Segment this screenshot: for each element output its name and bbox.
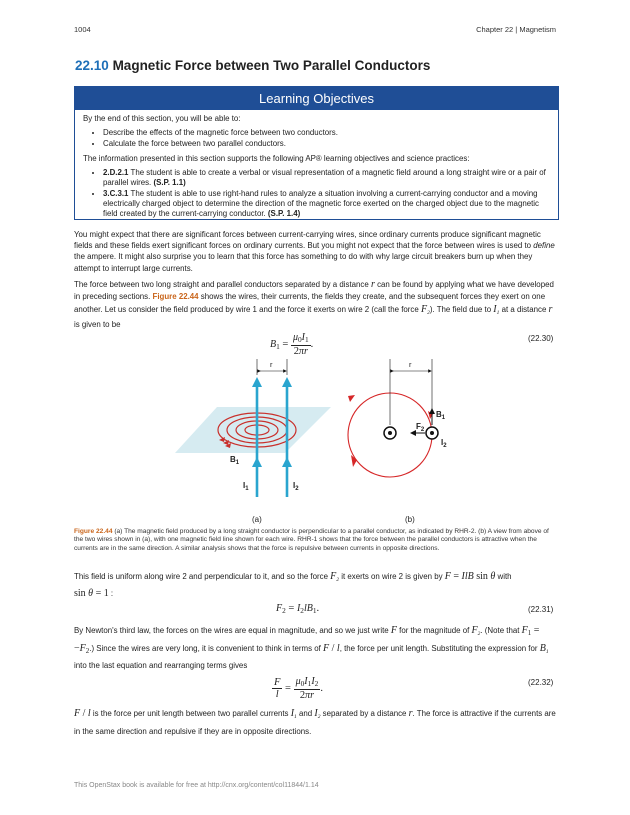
ap-objectives-list <box>83 168 550 219</box>
figure-reference[interactable]: Figure 22.44 <box>152 292 199 302</box>
label-I2-a: $I_2$ <box>293 481 299 492</box>
equation-22-32: $\frac{F}{l}$ = $\frac{\mu_0I_1I_2}{2\pi r}$ . <box>274 676 323 701</box>
objective-item: • Calculate the force between two parallel conductors. <box>103 139 550 149</box>
label-I2-b: $I_2$ <box>441 438 447 449</box>
paragraph-3: This field is uniform along wire 2 and perpendicular to it, and so the force $F_2$ it exerts on wire 2 is given by F = IlB sin θ with sin θ = 1 : <box>74 571 512 599</box>
equation-22-30: $B_1$ = $\frac{\mu_0I_1}{2\pi r}$ . <box>270 332 314 357</box>
body-text-top <box>74 229 556 336</box>
paragraph-1: You might expect that there are significant forces between current-carrying wires, since ordinary currents produce significant magnetic fields and these fields exert significant forces on ordinary currents. But you might not expect that the force between wires is used to define the ampere. It might also surprise you to learn that this force has something to do with why large circuit breakers burn up when they attempt to interrupt large currents. <box>74 230 555 273</box>
figure-label-b: (b) <box>405 515 415 524</box>
section-title <box>75 58 430 73</box>
equation-number-22-31: (22.31) <box>528 605 554 614</box>
label-I1: $I_1$ <box>243 481 249 492</box>
figure-caption: Figure 22.44 (a) The magnetic field produced by a long straight conductor is perpendicular to a parallel conductor, as indicated by RHR-2. (b) A view from above of the two wires shown in (a), with one magnetic field line shown for each wire. RHR-1 shows that the force between the parallel conductors is attractive when the currents are in the same direction. A similar analysis shows that the force is repulsive between currents in opposite directions. <box>74 528 549 552</box>
equation-number-22-32: (22.32) <box>528 678 554 687</box>
ap-objective-item: • 2.D.2.1 The student is able to create a verbal or visual representation of a magnetic field around a long straight wire or a pair of parallel wires. (S.P. 1.1) <box>103 168 550 189</box>
footer-text: This OpenStax book is available for free at http://cnx.org/content/col11844/1.14 <box>74 782 319 789</box>
paragraph-5: F / l is the force per unit length between two parallel currents $I_1$ and $I_2$ separated by a distance r. The force is attractive if the currents are in the same direction and repulsive if they are in opposite directions. <box>74 708 556 736</box>
chapter-header: Chapter 22 | Magnetism <box>476 25 556 34</box>
learning-objectives-heading: Learning Objectives <box>75 87 558 110</box>
separation-r-label-a: r <box>270 360 273 369</box>
equation-number-22-30: (22.30) <box>528 334 554 343</box>
ap-intro: The information presented in this section supports the following AP® learning objectives and science practices: <box>83 153 470 163</box>
label-B1-a: $B_1$ <box>230 455 240 466</box>
objective-item: • Describe the effects of the magnetic force between two conductors. <box>103 128 550 138</box>
section-title-text: Magnetic Force between Two Parallel Conductors <box>112 58 431 73</box>
label-F2: $F_2$ <box>416 422 425 433</box>
figure-label-a: (a) <box>252 515 262 524</box>
equation-22-31: $F_2 = I_2lB_1$. <box>276 603 320 615</box>
objectives-list <box>83 128 550 149</box>
learning-objectives-box <box>74 86 559 220</box>
paragraph-4: By Newton's third law, the forces on the wires are equal in magnitude, and so we just write F for the magnitude of $F_2$. (Note that $F_1 = -F_2$.) Since the wires are very long, it is convenient to think in terms of F / l, the force per unit length. Substituting the expression for $B_1$ into the last equation and rearranging terms gives <box>74 625 549 670</box>
paragraph-2: The force between two long straight and parallel conductors separated by a distance r can be found by applying what we have developed in preceding sections. Figure 22.44 shows the wires, their currents, the fields they create, and the subsequent forces they exert on one another. Let us consider the field produced by wire 1 and the force it exerts on wire 2 (call the force $F_2$). The field due to $I_1$ at a distance r is given to be <box>74 278 554 330</box>
ap-objective-item: • 3.C.3.1 The student is able to use right-hand rules to analyze a situation involving a current-carrying conductor and a moving electrically charged object to determine the direction of the magnetic force exerted on the charged object due to the magnetic field created by the current-carrying conductor. (S.P. 1.4) <box>103 189 550 220</box>
label-B1-b: $B_1$ <box>436 410 446 421</box>
section-number: 22.10 <box>75 58 109 73</box>
field-plane <box>175 407 331 453</box>
separation-r-label-b: r <box>409 360 412 369</box>
page-number: 1004 <box>74 25 91 34</box>
objectives-intro: By the end of this section, you will be able to: <box>83 114 241 123</box>
figure-22-44 <box>175 355 465 530</box>
